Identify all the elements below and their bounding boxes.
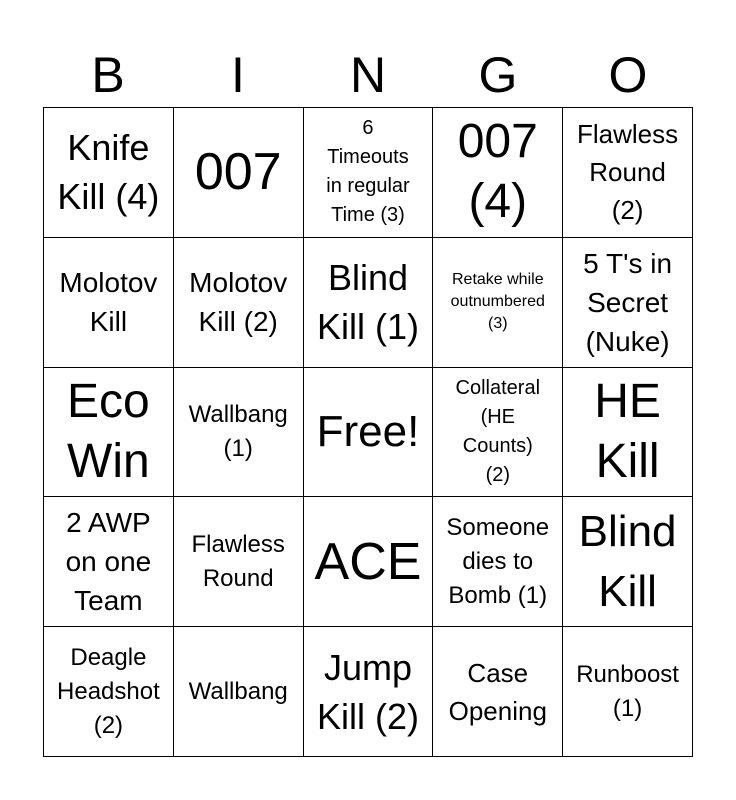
bingo-cell-label: HE Kill <box>594 374 661 488</box>
bingo-cell[interactable] <box>304 497 434 627</box>
bingo-cell-label: ACE <box>314 532 422 591</box>
bingo-cell[interactable] <box>174 497 304 627</box>
header-letter-n: N <box>349 47 387 103</box>
bingo-cell[interactable] <box>563 368 693 498</box>
bingo-cell[interactable] <box>563 627 693 757</box>
bingo-cell[interactable] <box>304 108 434 238</box>
bingo-cell[interactable] <box>563 497 693 627</box>
bingo-cell-label: Flawless Round <box>191 530 285 592</box>
bingo-cell[interactable] <box>44 497 174 627</box>
bingo-cell[interactable] <box>304 368 434 498</box>
header-letter-o: O <box>608 47 648 103</box>
bingo-cell-label: Collateral (HE Counts) (2) <box>455 376 541 486</box>
bingo-cell-label: Wallbang (1) <box>188 400 288 462</box>
bingo-cell[interactable] <box>563 108 693 238</box>
bingo-cell-label: Eco Win <box>67 374 150 488</box>
bingo-cell-label: Case Opening <box>448 657 547 726</box>
bingo-cell[interactable] <box>433 108 563 238</box>
header-letter-g: G <box>478 47 518 103</box>
bingo-header <box>43 42 693 108</box>
bingo-cell-label: 007 <box>194 143 282 202</box>
bingo-cell[interactable] <box>174 368 304 498</box>
bingo-cell[interactable] <box>433 627 563 757</box>
bingo-cell-label: 6 Timeouts in regular Time (3) <box>326 117 410 227</box>
bingo-cell-label: Blind Kill <box>578 506 677 616</box>
header-letter-i: I <box>231 47 245 103</box>
bingo-cell[interactable] <box>433 497 563 627</box>
bingo-cell-label: Wallbang <box>188 677 288 705</box>
bingo-cell[interactable] <box>44 108 174 238</box>
bingo-cell[interactable] <box>174 238 304 368</box>
bingo-cell[interactable] <box>44 368 174 498</box>
bingo-cell[interactable] <box>433 368 563 498</box>
bingo-cell-label: 5 T's in Secret (Nuke) <box>583 247 673 357</box>
bingo-cell-label: Blind Kill (1) <box>316 257 419 348</box>
bingo-cell-label: Retake while outnumbered (3) <box>450 271 545 333</box>
bingo-cell-label: Free! <box>316 406 420 456</box>
bingo-cell-label: Someone dies to Bomb (1) <box>446 513 550 609</box>
bingo-cell[interactable] <box>563 238 693 368</box>
header-letter-b: B <box>91 47 125 103</box>
bingo-cell-label: 2 AWP on one Team <box>65 507 152 617</box>
bingo-cell-label: Knife Kill (4) <box>57 127 160 218</box>
bingo-cell[interactable] <box>304 238 434 368</box>
bingo-cell-label: Flawless Round (2) <box>577 119 679 226</box>
bingo-card-grid <box>43 107 693 757</box>
bingo-cell-label: Molotov Kill <box>59 267 158 338</box>
bingo-cell[interactable] <box>433 238 563 368</box>
bingo-cell[interactable] <box>44 238 174 368</box>
bingo-cell-label: Deagle Headshot (2) <box>57 643 160 739</box>
bingo-cell[interactable] <box>44 627 174 757</box>
bingo-cell-label: Molotov Kill (2) <box>189 267 288 338</box>
bingo-cell-label: 007 (4) <box>457 115 538 229</box>
bingo-cell[interactable] <box>304 627 434 757</box>
bingo-cell-label: Runboost (1) <box>576 660 679 722</box>
bingo-cell-label: Jump Kill (2) <box>316 646 419 737</box>
bingo-cell[interactable] <box>174 108 304 238</box>
bingo-cell[interactable] <box>174 627 304 757</box>
